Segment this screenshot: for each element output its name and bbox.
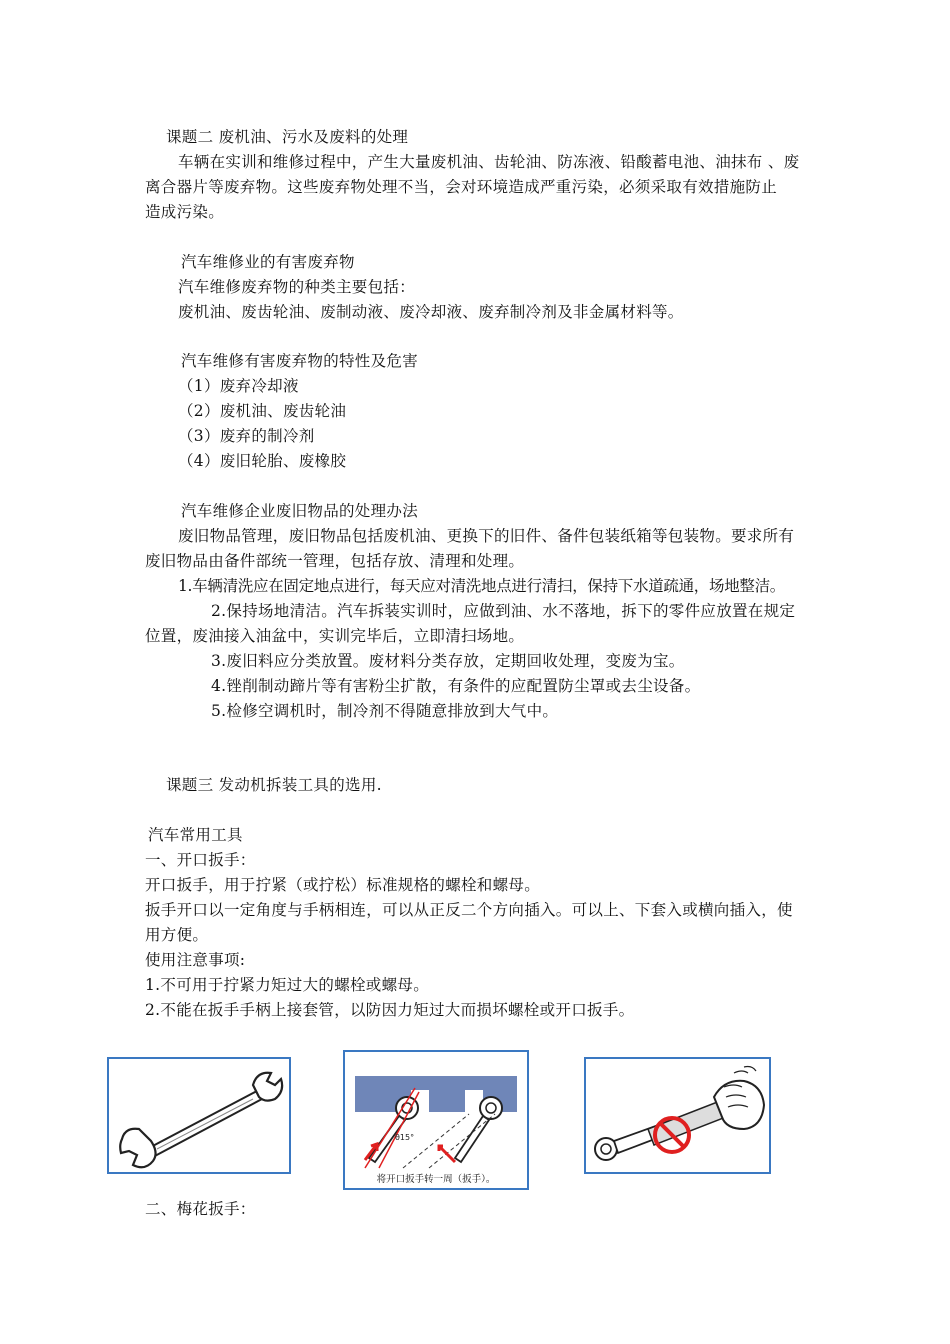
prohibited-pipe-figure	[584, 1057, 771, 1174]
topic2-heading: 课题二 废机油、污水及废料的处理	[166, 128, 409, 146]
open-wrench-figure	[107, 1057, 291, 1174]
rule-4: 4.锉削制动蹄片等有害粉尘扩散，有条件的应配置防尘罩或去尘设备。	[211, 677, 701, 695]
section-ring-wrench: 二、梅花扳手：	[145, 1200, 256, 1218]
section-open-wrench: 一、开口扳手：	[145, 851, 256, 869]
rotation-caption: 将开口扳手转一周（扳手）。	[376, 1174, 496, 1185]
open-wrench-line-2: 扳手开口以一定角度与手柄相连，可以从正反二个方向插入。可以上、下套入或横向插入，使	[145, 901, 793, 919]
angle-label: θ15°	[395, 1133, 415, 1142]
topic2-intro-line-1: 车辆在实训和维修过程中，产生大量废机油、齿轮油、防冻液、铅酸蓄电池、油抹布 、废	[178, 153, 800, 171]
rule-3: 3.废旧料应分类放置。废材料分类存放，定期回收处理，变废为宝。	[211, 652, 685, 670]
rule-2-line-1: 2.保持场地清洁。汽车拆装实训时，应做到油、水不落地，拆下的零件应放置在规定	[211, 602, 796, 620]
rule-2-line-2: 位置，废油接入油盆中，实训完毕后，立即清扫场地。	[145, 627, 525, 645]
disposal-intro-line-1: 废旧物品管理，废旧物品包括废机油、更换下的旧件、备件包装纸箱等包装物。要求所有	[178, 527, 795, 545]
tools-title: 汽车常用工具	[148, 826, 243, 844]
topic2-intro-line-2: 离合器片等废弃物。这些废弃物处理不当，会对环境造成严重污染，必须采取有效措施防止	[145, 178, 778, 196]
disposal-intro-line-2: 废旧物品由备件部统一管理，包括存放、清理和处理。	[145, 552, 525, 570]
open-wrench-line-3: 用方便。	[145, 926, 209, 944]
usage-notes-title: 使用注意事项:	[145, 951, 246, 969]
prohibited-pipe-illustration	[584, 1057, 771, 1174]
hazard-title: 汽车维修业的有害废弃物	[181, 253, 355, 271]
open-wrench-line-1: 开口扳手，用于拧紧（或拧松）标准规格的螺栓和螺母。	[145, 876, 541, 894]
wrench-rotation-figure	[343, 1050, 529, 1190]
features-title: 汽车维修有害废弃物的特性及危害	[181, 352, 419, 370]
wrench-rotation-illustration	[343, 1050, 529, 1190]
topic3-heading: 课题三 发动机拆装工具的选用.	[166, 776, 382, 794]
topic2-intro-line-3: 造成污染。	[145, 203, 225, 221]
rule-5: 5.检修空调机时，制冷剂不得随意排放到大气中。	[211, 702, 559, 720]
disposal-title: 汽车维修企业废旧物品的处理办法	[181, 502, 419, 520]
feature-item-3: （3）废弃的制冷剂	[178, 427, 315, 445]
feature-item-1: （1）废弃冷却液	[178, 377, 299, 395]
rule-1: 1.车辆清洗应在固定地点进行，每天应对清洗地点进行清扫，保持下水道疏通，场地整洁。	[178, 577, 785, 595]
types-list: 废机油、废齿轮油、废制动液、废冷却液、废弃制冷剂及非金属材料等。	[178, 303, 684, 321]
usage-note-1: 1.不可用于拧紧力矩过大的螺栓或螺母。	[145, 976, 429, 994]
usage-note-2: 2.不能在扳手手柄上接套管，以防因力矩过大而损坏螺栓或开口扳手。	[145, 1001, 635, 1019]
open-wrench-illustration	[107, 1057, 291, 1174]
types-intro: 汽车维修废弃物的种类主要包括：	[178, 278, 416, 296]
feature-item-4: （4）废旧轮胎、废橡胶	[178, 452, 347, 470]
feature-item-2: （2）废机油、废齿轮油	[178, 402, 347, 420]
